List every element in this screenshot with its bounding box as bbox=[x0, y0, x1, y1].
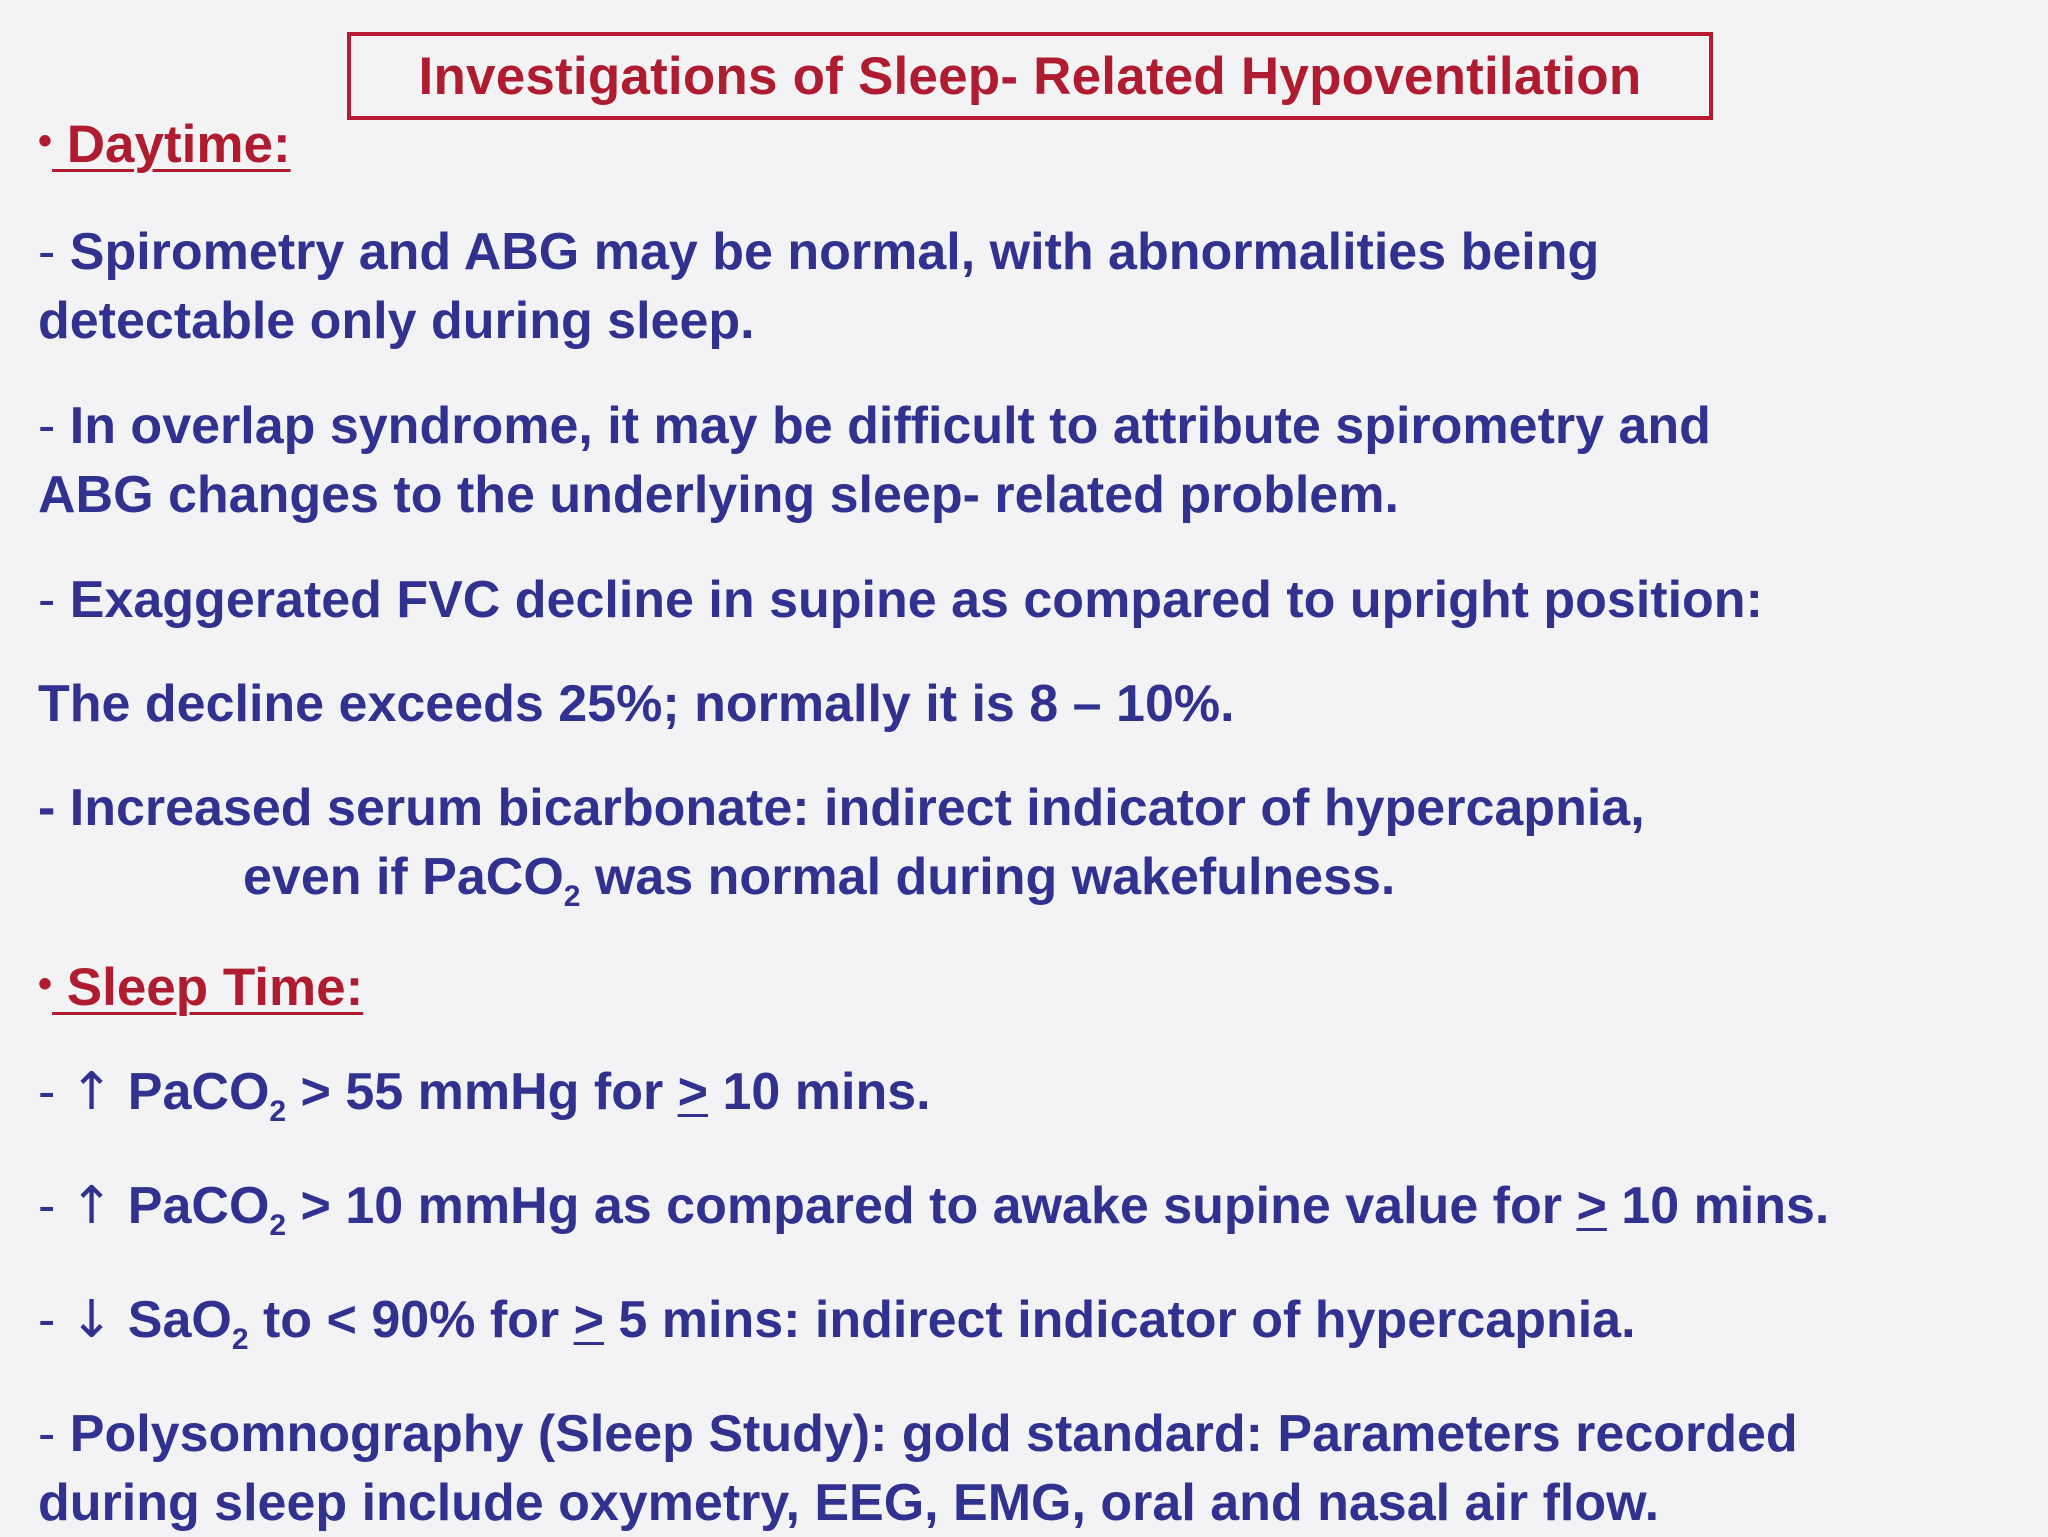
daytime-item-4-text-a: even if PaCO bbox=[243, 848, 564, 906]
daytime-item-3-text: Exaggerated FVC decline in supine as compared to upright position: bbox=[69, 571, 1763, 629]
sleep-item-4-line-2: during sleep include oxymetry, EEG, EMG, oral and nasal air flow. bbox=[38, 1474, 1660, 1532]
sleep-item-1-c: 10 mins. bbox=[708, 1063, 931, 1121]
sleep-heading bbox=[38, 957, 363, 1018]
bullet: • bbox=[38, 962, 53, 1006]
dash: - bbox=[38, 1063, 70, 1121]
title-box bbox=[347, 32, 1713, 120]
daytime-item-1-text: Spirometry and ABG may be normal, with abnormalities being bbox=[69, 223, 1600, 281]
subscript: 2 bbox=[231, 1323, 249, 1356]
sleep-item-1 bbox=[38, 1058, 931, 1126]
daytime-item-4-text-b: was normal during wakefulness. bbox=[580, 848, 1396, 906]
daytime-item-4-line-2 bbox=[243, 843, 1395, 911]
dash: - bbox=[38, 571, 70, 629]
sleep-item-3-a: SaO bbox=[113, 1291, 232, 1349]
sleep-item-1-a: PaCO bbox=[113, 1063, 270, 1121]
dash: - bbox=[38, 1291, 70, 1349]
down-arrow-icon: ↓ bbox=[69, 1290, 114, 1350]
daytime-item-4-line-1: - Increased serum bicarbonate: indirect indicator of hypercapnia, bbox=[38, 779, 1645, 837]
up-arrow-icon: ↑ bbox=[69, 1176, 114, 1236]
sleep-heading-text: Sleep Time: bbox=[52, 958, 364, 1017]
daytime-item-2-line-1 bbox=[38, 392, 1711, 460]
dash: - bbox=[38, 223, 70, 281]
sleep-item-3-b: to < 90% for bbox=[248, 1291, 574, 1349]
subscript: 2 bbox=[563, 880, 581, 913]
up-arrow-icon: ↑ bbox=[69, 1062, 114, 1122]
subscript: 2 bbox=[269, 1095, 287, 1128]
dash: - bbox=[38, 397, 70, 455]
sleep-item-2-c: 10 mins. bbox=[1606, 1177, 1830, 1235]
daytime-item-3-line-2: The decline exceeds 25%; normally it is 8 – 10%. bbox=[38, 675, 1235, 733]
bullet: • bbox=[38, 119, 53, 163]
sleep-item-2-b: > 10 mmHg as compared to awake supine value for bbox=[286, 1177, 1577, 1235]
daytime-item-3-line-1 bbox=[38, 566, 1763, 634]
dash: - bbox=[38, 1405, 70, 1463]
daytime-heading-text: Daytime: bbox=[52, 115, 291, 174]
greater-equal-sign: > bbox=[573, 1291, 604, 1349]
greater-equal-sign: > bbox=[1576, 1177, 1607, 1235]
daytime-item-1-line-2: detectable only during sleep. bbox=[38, 292, 755, 350]
sleep-item-4-text: Polysomnography (Sleep Study): gold standard: Parameters recorded bbox=[69, 1405, 1798, 1463]
sleep-item-2 bbox=[38, 1172, 1829, 1240]
subscript: 2 bbox=[269, 1209, 287, 1242]
dash: - bbox=[38, 1177, 70, 1235]
daytime-heading bbox=[38, 114, 291, 175]
daytime-item-2-text: In overlap syndrome, it may be difficult to attribute spirometry and bbox=[69, 397, 1711, 455]
daytime-item-1-line-1 bbox=[38, 218, 1599, 286]
slide-title: Investigations of Sleep- Related Hypoventilation bbox=[418, 46, 1642, 106]
sleep-item-3-c: 5 mins: indirect indicator of hypercapnia. bbox=[603, 1291, 1636, 1349]
daytime-item-2-line-2: ABG changes to the underlying sleep- related problem. bbox=[38, 466, 1399, 524]
sleep-item-4-line-1 bbox=[38, 1400, 1798, 1468]
greater-equal-sign: > bbox=[677, 1063, 709, 1121]
sleep-item-1-b: > 55 mmHg for bbox=[286, 1063, 678, 1121]
sleep-item-2-a: PaCO bbox=[113, 1177, 270, 1235]
sleep-item-3 bbox=[38, 1286, 1636, 1354]
